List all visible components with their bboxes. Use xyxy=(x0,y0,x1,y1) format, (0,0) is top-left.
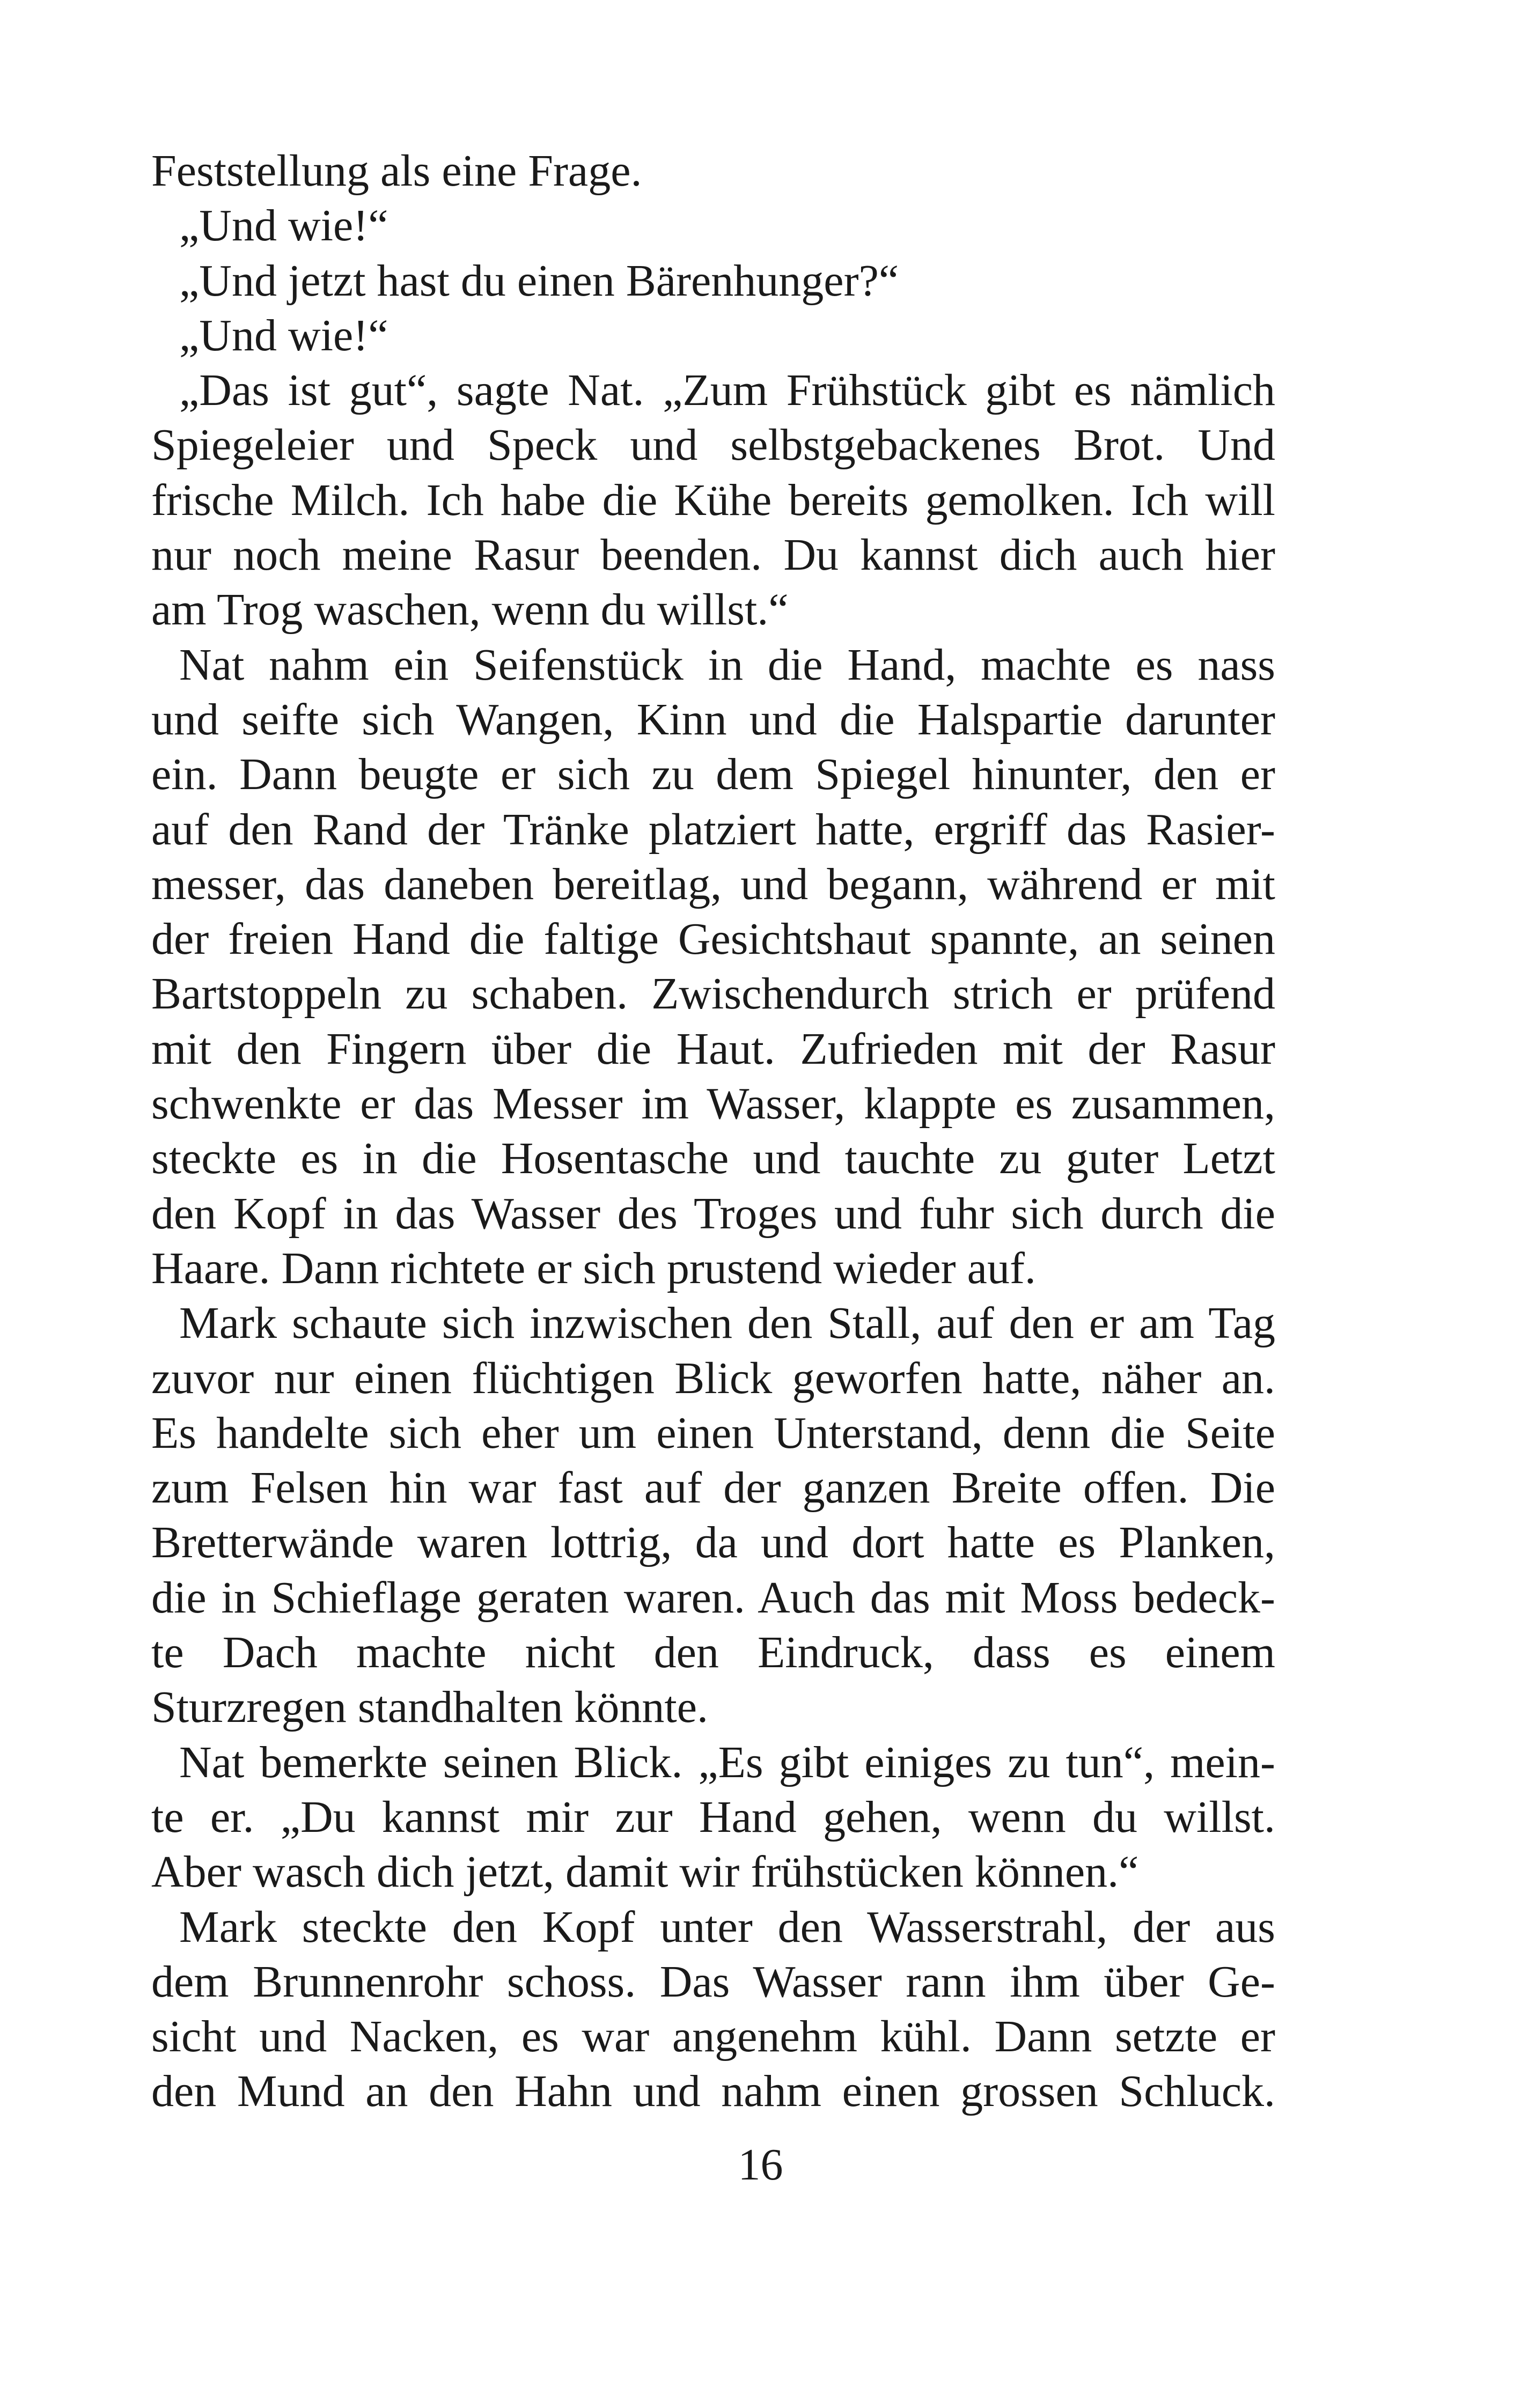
text-line: Spiegeleier und Speck und selbstgebackenes Brot. Und xyxy=(151,420,1275,470)
text-line: Sturzregen standhalten könnte. xyxy=(151,1682,709,1733)
text-line: „Das ist gut“, sagte Nat. „Zum Frühstück gibt es nämlich xyxy=(179,365,1275,416)
text-line: Bartstoppeln zu schaben. Zwischendurch strich er prüfend xyxy=(151,969,1275,1019)
text-line: Mark schaute sich inzwischen den Stall, auf den er am Tag xyxy=(179,1298,1275,1349)
text-line: frische Milch. Ich habe die Kühe bereits gemolken. Ich will xyxy=(151,475,1275,525)
text-line: dem Brunnenrohr schoss. Das Wasser rann ihm über Ge- xyxy=(151,1956,1275,2007)
text-line: mit den Fingern über die Haut. Zufrieden mit der Rasur xyxy=(151,1023,1275,1074)
text-line: Bretterwände waren lottrig, da und dort hatte es Planken, xyxy=(151,1518,1275,1568)
text-line: Mark steckte den Kopf unter den Wasserstrahl, der aus xyxy=(179,1902,1275,1952)
text-line: den Mund an den Hahn und nahm einen grossen Schluck. xyxy=(151,2066,1275,2117)
text-line: steckte es in die Hosentasche und tauchte zu guter Letzt xyxy=(151,1133,1275,1184)
text-line: sicht und Nacken, es war angenehm kühl. Dann setzte er xyxy=(151,2012,1275,2062)
text-line: Haare. Dann richtete er sich prustend wieder auf. xyxy=(151,1243,1036,1293)
text-line: schwenkte er das Messer im Wasser, klappte es zusammen, xyxy=(151,1079,1275,1129)
book-page-text xyxy=(151,144,1275,2119)
text-line: Es handelte sich eher um einen Unterstand, denn die Seite xyxy=(151,1408,1275,1458)
text-line: „Und wie!“ xyxy=(179,310,388,360)
page-number: 16 xyxy=(738,2140,783,2190)
text-line: te er. „Du kannst mir zur Hand gehen, wenn du willst. xyxy=(151,1792,1275,1842)
text-line: nur noch meine Rasur beenden. Du kannst dich auch hier xyxy=(151,530,1275,580)
text-line: Aber wasch dich jetzt, damit wir frühstücken können.“ xyxy=(151,1847,1139,1897)
text-line: den Kopf in das Wasser des Troges und fuhr sich durch die xyxy=(151,1188,1275,1239)
text-line: auf den Rand der Tränke platziert hatte, ergriff das Rasier- xyxy=(151,804,1275,855)
text-line: te Dach machte nicht den Eindruck, dass es einem xyxy=(151,1628,1275,1678)
text-line: zum Felsen hin war fast auf der ganzen Breite offen. Die xyxy=(151,1463,1275,1513)
text-line: „Und jetzt hast du einen Bärenhunger?“ xyxy=(179,255,899,306)
text-line: „Und wie!“ xyxy=(179,201,388,251)
text-line: der freien Hand die faltige Gesichtshaut spannte, an seinen xyxy=(151,914,1275,964)
text-line: Feststellung als eine Frage. xyxy=(151,146,642,196)
text-line: die in Schieflage geraten waren. Auch das mit Moss bedeck- xyxy=(151,1572,1275,1623)
text-line: ein. Dann beugte er sich zu dem Spiegel hinunter, den er xyxy=(151,749,1275,800)
text-line: zuvor nur einen flüchtigen Blick geworfen hatte, näher an. xyxy=(151,1353,1275,1403)
text-line: Nat nahm ein Seifenstück in die Hand, machte es nass xyxy=(179,639,1275,690)
text-line: messer, das daneben bereitlag, und begann, während er mit xyxy=(151,859,1275,909)
text-line: und seifte sich Wangen, Kinn und die Halspartie darunter xyxy=(151,694,1275,745)
text-line: am Trog waschen, wenn du willst.“ xyxy=(151,585,789,635)
text-line: Nat bemerkte seinen Blick. „Es gibt einiges zu tun“, mein- xyxy=(179,1737,1275,1787)
